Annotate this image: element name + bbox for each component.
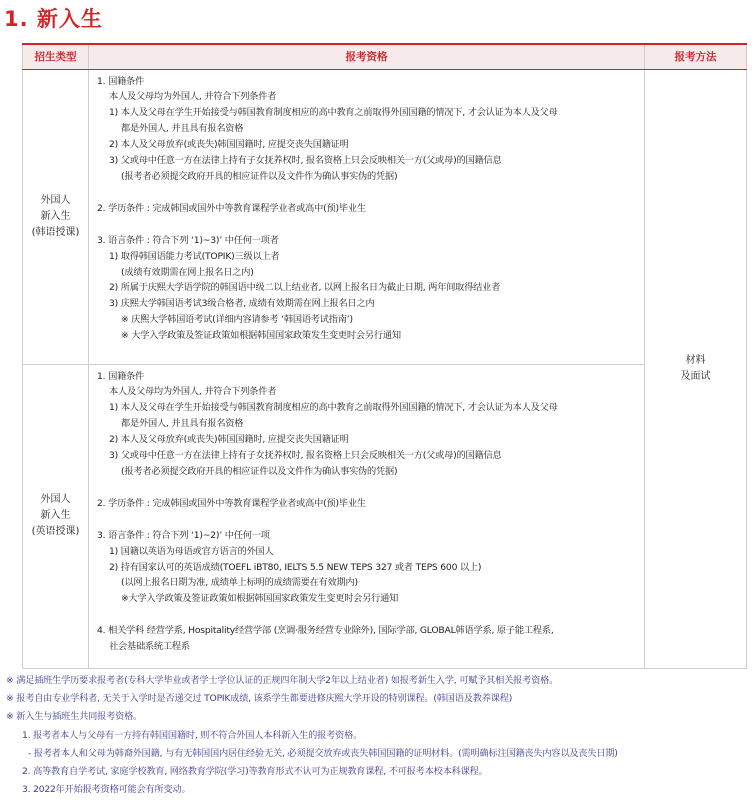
admission-table [22,43,747,669]
line-gap [97,512,636,528]
type-line: (英语授课) [31,526,80,537]
table-header-row [23,44,747,69]
line-gap [97,185,636,201]
qualification-line: 2) 本人及父母放弃(或丧失)韩国国籍时, 应提交丧失国籍证明 [109,434,349,446]
method-line: 材料 [685,354,706,366]
notes-section [6,672,751,799]
qualification-line: 3) 父或母中任意一方在法律上持有子女抚养权时, 报名资格上只会反映相关一方(父或母)的国籍信息 [109,155,502,167]
note-line: ※ 报考自由专业学科者, 无关于入学时是否递交过 TOPIK成绩, 该系学生都要进修庆熙大学开设的特别课程。(韩国语及教养课程) [6,693,513,705]
qualification-line: (报考者必须提交政府开具的相应证件以及文件作为确认事实伪的凭据) [121,465,398,477]
qualification-line: 3) 父或母中任意一方在法律上持有子女抚养权时, 报名资格上只会反映相关一方(父或母)的国籍信息 [109,450,502,462]
qualification-line: 1) 国籍以英语为母语或官方语言的外国人 [109,545,274,557]
qualification-line: 1. 国籍条件 [97,75,145,87]
qualification-line: ※ 大学入学政策及签证政策如根据韩国国家政策发生变更时会另行通知 [121,330,401,342]
qualification-cell-korean [89,69,645,364]
qualification-line: (报考者必须提交政府开具的相应证件以及文件作为确认事实伪的凭据) [121,170,398,182]
note-line: ※ 新入生与插班生共同报考资格。 [6,711,143,723]
qualification-line: 1) 本人及父母在学生开始接受与韩国教育制度相应的高中教育之前取得外国国籍的情况下, 才会认证为本人及父母 [109,402,558,414]
qualification-line: 3. 语言条件 : 符合下列 ‘1)~3)’ 中任何一项者 [97,234,279,246]
qualification-line: 3) 庆熙大学韩国语考试3级合格者, 成绩有效期需在网上报名日之内 [109,298,375,310]
qualification-line: (以网上报名日期为准, 成绩单上标明的成绩需要在有效期内) [121,577,358,589]
line-gap [97,480,636,496]
note-line: 3. 2022年开始报考资格可能会有所变动。 [22,784,191,796]
note-line: ※ 满足插班生学历要求报考者(专科大学毕业或者学士学位认证的正规四年制大学2年以上结业者) 如报考新生入学, 可赋予其相关报考资格。 [6,675,559,686]
qualification-cell-english [89,364,645,668]
type-line: 外国人 [40,494,71,505]
header-type: 招生类型 [23,44,89,69]
header-method: 报考方法 [645,44,747,69]
qualification-line: 2) 所属于庆熙大学语学院的韩国语中级二以上结业者, 以网上报名日为截止日期, 两年间取得结业者 [109,282,501,294]
qualification-line: 都是外国人, 并且具有报名资格 [121,418,244,430]
qualification-line: ※大学入学政策及签证政策如根据韩国国家政策发生变更时会另行通知 [121,593,399,605]
method-cell [645,69,747,668]
line-gap [97,217,636,233]
line-gap [97,607,636,623]
qualification-line: 1. 国籍条件 [97,370,145,382]
qualification-line: 2. 学历条件 : 完成韩国或国外中等教育课程学业者或高中(预)毕业生 [97,202,366,214]
qualification-line: 都是外国人, 并且具有报名资格 [121,123,244,135]
type-line: 新入生 [40,210,71,222]
note-line: - 报考者本人和父母为韩裔外国籍, 与有无韩国国内居住经验无关, 必须提交放弃或丧失韩国国籍的证明材料。(需明确标注国籍丧失内容以及丧失日期) [28,747,618,759]
note-line: 2. 高等教育自学考试, 家庭学校教育, 网络教育学院(学习)等教育形式不认可为正规教育课程, 不可报考本校本科课程。 [22,766,488,778]
qualification-line: 2) 本人及父母放弃(或丧失)韩国国籍时, 应提交丧失国籍证明 [109,139,349,151]
qualification-line: 本人及父母均为外国人, 并符合下列条件者 [109,386,277,398]
qualification-line: 3. 语言条件 : 符合下列 ‘1)~2)’ 中任何一项 [97,529,270,541]
qualification-line: 4. 相关学科 经营学系, Hospitality经营学部 (烹调·服务经营专业除外), 国际学部, GLOBAL韩语学系, 原子能工程系, [97,625,554,637]
table-row [23,69,747,364]
qualification-line: ※ 庆熙大学韩国语考试(详细内容请参考 ‘韩国语考试指南’) [121,314,353,326]
type-cell-english [23,364,89,668]
type-cell-korean [23,69,89,364]
qualification-line: 2. 学历条件 : 完成韩国或国外中等教育课程学业者或高中(预)毕业生 [97,497,366,509]
header-qualification: 报考资格 [89,44,645,69]
type-line: (韩语授课) [31,226,80,238]
qualification-line: 社会基础系统工程系 [109,641,190,653]
qualification-line: 1) 本人及父母在学生开始接受与韩国教育制度相应的高中教育之前取得外国国籍的情况下, 才会认证为本人及父母 [109,107,558,119]
type-line: 新入生 [40,510,71,521]
section-title: 1. 新入生 [4,7,103,31]
table-row [23,364,747,668]
qualification-line: (成绩有效期需在网上报名日之内) [121,266,254,278]
method-line: 及面试 [680,370,711,382]
qualification-line: 2) 持有国家认可的英语成绩(TOEFL iBT80, IELTS 5.5 NEW TEPS 327 或者 TEPS 600 以上) [109,561,482,573]
note-line: 1. 报考者本人与父母有一方持有韩国国籍时, 则不符合外国人本科新入生的报考资格。 [22,729,363,741]
type-line: 外国人 [40,194,71,206]
qualification-line: 1) 取得韩国语能力考试(TOPIK)三级以上者 [109,250,280,262]
qualification-line: 本人及父母均为外国人, 并符合下列条件者 [109,91,277,103]
